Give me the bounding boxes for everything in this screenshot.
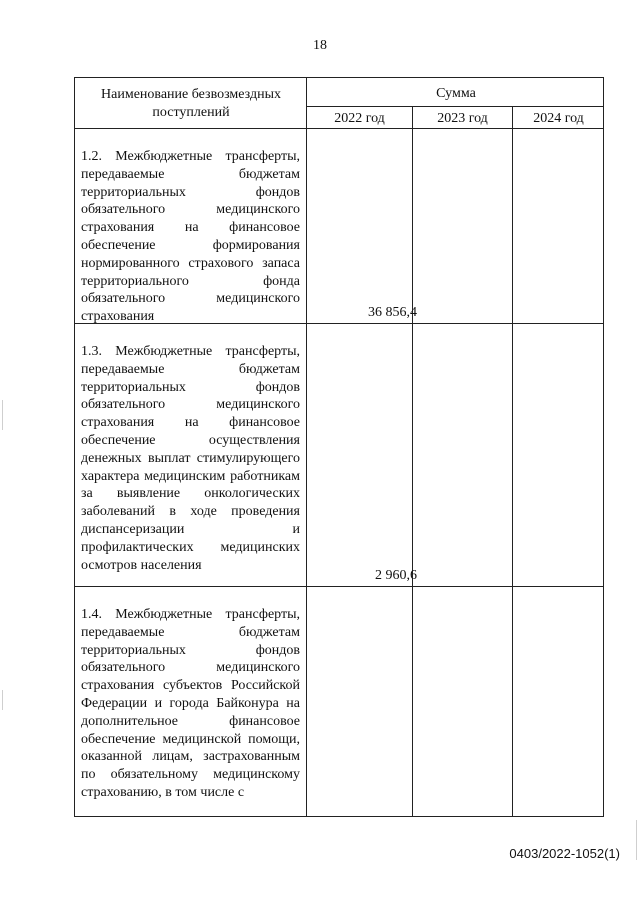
- funding-table: [74, 77, 604, 817]
- page-number: 18: [313, 38, 327, 53]
- header-year-2023: 2023 год: [437, 111, 488, 126]
- header-name-column: Наименование безвозмездных поступлений: [101, 87, 281, 120]
- scan-edge-mark: [2, 690, 3, 710]
- header-sum-column: Сумма: [436, 86, 476, 101]
- row-1-2-value-2022: 36 856,4: [368, 305, 417, 320]
- row-1-4-text: 1.4. Межбюджетные трансферты, передаваемые бюджетам территориальных фондов обязательного медицинского страхования субъектов Российской Федерации и города Байконура на дополнительное финансовое обеспечение медицинской помощи, оказанной лицам, застрахованным по обязательному медицинскому страхованию, в том числе с: [81, 607, 300, 800]
- row-1-3-value-2022: 2 960,6: [375, 568, 417, 583]
- row-1-2-text: 1.2. Межбюджетные трансферты, передаваемые бюджетам территориальных фондов обязательного медицинского страхования на финансовое обеспечение формирования нормированного страхового запаса территориального фонда обязательного медицинского страхования: [81, 149, 300, 325]
- scan-edge-mark: [636, 820, 637, 860]
- header-year-2024: 2024 год: [533, 111, 584, 126]
- scan-edge-mark: [2, 400, 3, 430]
- document-code: 0403/2022-1052(1): [509, 846, 620, 861]
- header-year-2022: 2022 год: [334, 111, 385, 126]
- row-1-3-text: 1.3. Межбюджетные трансферты, передаваемые бюджетам территориальных фондов обязательного медицинского страхования на финансовое обеспечение осуществления денежных выплат стимулирующего характера медицинским работникам за выявление онкологических заболеваний в ходе проведения диспансеризации и профилактических медицинских осмотров населения: [81, 344, 300, 573]
